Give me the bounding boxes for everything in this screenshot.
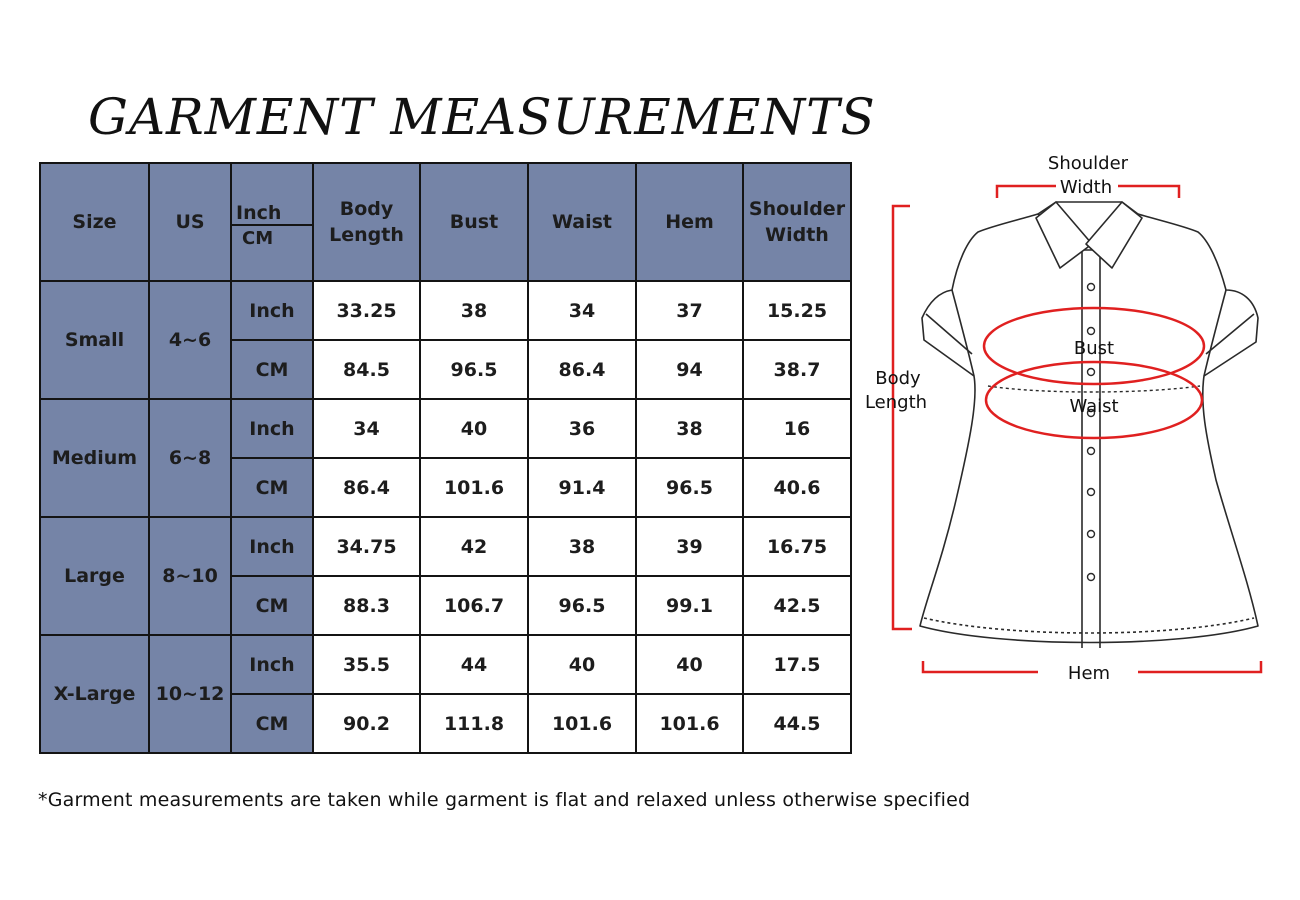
measurement-cell: 40 xyxy=(528,635,636,694)
header-hem: Hem xyxy=(636,163,743,281)
us-size-cell: 10~12 xyxy=(149,635,231,753)
hem-measure xyxy=(923,661,1261,684)
measurement-cell: 101.6 xyxy=(528,694,636,753)
us-size-cell: 4~6 xyxy=(149,281,231,399)
measurement-cell: 16.75 xyxy=(743,517,851,576)
header-waist: Waist xyxy=(528,163,636,281)
table-row xyxy=(40,635,851,694)
size-cell: Large xyxy=(40,517,149,635)
button-5 xyxy=(1088,448,1095,455)
header-body-length-line1: Body xyxy=(339,198,394,220)
measurement-cell: 17.5 xyxy=(743,635,851,694)
us-size-cell: 6~8 xyxy=(149,399,231,517)
measurement-cell: 34 xyxy=(313,399,420,458)
unit-cell: CM xyxy=(231,340,313,399)
measurement-cell: 33.25 xyxy=(313,281,420,340)
size-chart-table xyxy=(39,162,852,754)
measurement-cell: 44.5 xyxy=(743,694,851,753)
body-length-measure xyxy=(865,206,927,629)
measurement-cell: 38 xyxy=(420,281,528,340)
waist-label: Waist xyxy=(1069,396,1119,417)
measurement-cell: 91.4 xyxy=(528,458,636,517)
measurement-cell: 40.6 xyxy=(743,458,851,517)
table-row xyxy=(40,399,851,458)
measurement-cell: 96.5 xyxy=(420,340,528,399)
body-length-label-line2: Length xyxy=(864,392,928,413)
measurement-cell: 101.6 xyxy=(420,458,528,517)
measurement-cell: 38 xyxy=(636,399,743,458)
hem-label: Hem xyxy=(1067,663,1111,684)
header-bust: Bust xyxy=(420,163,528,281)
measurement-cell: 99.1 xyxy=(636,576,743,635)
unit-cell: CM xyxy=(231,694,313,753)
measurement-cell: 39 xyxy=(636,517,743,576)
header-unit-cm: CM xyxy=(242,228,274,249)
header-shoulder-width-line2: Width xyxy=(765,224,829,246)
measurement-cell: 86.4 xyxy=(528,340,636,399)
unit-cell: Inch xyxy=(231,635,313,694)
page-title: GARMENT MEASUREMENTS xyxy=(88,88,876,146)
measurement-cell: 101.6 xyxy=(636,694,743,753)
dress-outline xyxy=(920,202,1258,648)
button-8 xyxy=(1088,574,1095,581)
garment-diagram xyxy=(860,140,1280,700)
measurement-cell: 42 xyxy=(420,517,528,576)
measurement-cell: 90.2 xyxy=(313,694,420,753)
header-body-length-line2: Length xyxy=(329,224,404,246)
header-us: US xyxy=(149,163,231,281)
header-shoulder-width-line1: Shoulder xyxy=(748,198,846,220)
measurement-cell: 84.5 xyxy=(313,340,420,399)
button-6 xyxy=(1088,489,1095,496)
size-cell: Small xyxy=(40,281,149,399)
header-unit xyxy=(231,163,313,281)
measurement-cell: 40 xyxy=(420,399,528,458)
footnote: *Garment measurements are taken while garment is flat and relaxed unless otherwise specified xyxy=(38,789,971,811)
measurement-cell: 96.5 xyxy=(636,458,743,517)
measurement-cell: 96.5 xyxy=(528,576,636,635)
unit-cell: CM xyxy=(231,576,313,635)
table-header-row xyxy=(40,163,851,281)
unit-cell: Inch xyxy=(231,281,313,340)
button-3 xyxy=(1088,369,1095,376)
measurement-cell: 35.5 xyxy=(313,635,420,694)
shoulder-label-line2: Width xyxy=(1059,177,1113,198)
button-2 xyxy=(1088,328,1095,335)
header-shoulder-width xyxy=(743,163,851,281)
measurement-cell: 86.4 xyxy=(313,458,420,517)
table-row xyxy=(40,281,851,340)
measurement-cell: 42.5 xyxy=(743,576,851,635)
table-row xyxy=(40,517,851,576)
measurement-cell: 34.75 xyxy=(313,517,420,576)
measurement-cell: 36 xyxy=(528,399,636,458)
header-size: Size xyxy=(40,163,149,281)
measurement-cell: 16 xyxy=(743,399,851,458)
measurement-cell: 94 xyxy=(636,340,743,399)
measurement-cell: 44 xyxy=(420,635,528,694)
measurement-cell: 111.8 xyxy=(420,694,528,753)
measurement-cell: 38 xyxy=(528,517,636,576)
bust-label: Bust xyxy=(1073,338,1115,359)
measurement-cell: 38.7 xyxy=(743,340,851,399)
measurement-cell: 106.7 xyxy=(420,576,528,635)
measurement-cell: 40 xyxy=(636,635,743,694)
size-cell: Medium xyxy=(40,399,149,517)
measurement-cell: 37 xyxy=(636,281,743,340)
header-body-length xyxy=(313,163,420,281)
shoulder-label-line1: Shoulder xyxy=(1047,153,1129,174)
unit-cell: Inch xyxy=(231,517,313,576)
unit-cell: CM xyxy=(231,458,313,517)
size-cell: X-Large xyxy=(40,635,149,753)
body-length-label-line1: Body xyxy=(875,368,921,389)
table-body xyxy=(40,281,851,753)
shoulder-width-measure xyxy=(997,153,1179,198)
measurement-cell: 34 xyxy=(528,281,636,340)
header-unit-inch: Inch xyxy=(236,202,282,224)
unit-cell: Inch xyxy=(231,399,313,458)
body-length-bracket xyxy=(893,206,912,629)
us-size-cell: 8~10 xyxy=(149,517,231,635)
button-7 xyxy=(1088,531,1095,538)
measurement-cell: 88.3 xyxy=(313,576,420,635)
measurement-cell: 15.25 xyxy=(743,281,851,340)
button-1 xyxy=(1088,284,1095,291)
